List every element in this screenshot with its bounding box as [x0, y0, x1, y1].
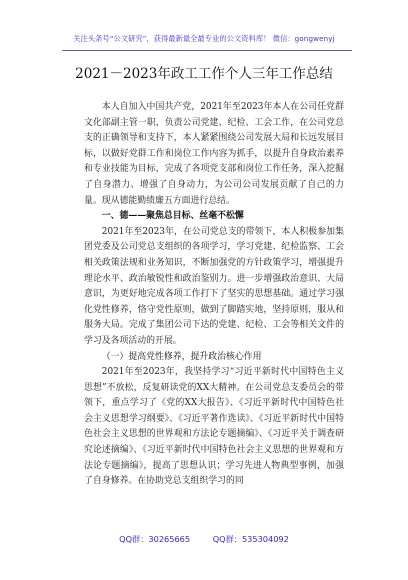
section-heading-1: 一、德——聚焦总目标、丝毫不松懈 [101, 211, 244, 222]
footer-qq-group-1: QQ群：30265665 [119, 534, 191, 544]
header-banner: 关注头条号“公文研究”，获得最新最全最专业的公文资料库！ 微信：gongwenyj [73, 34, 335, 43]
paragraph-intro: 本人自加入中国共产党，2021年至2023年本人在公司任党群文化部副主管一职，负责公司党建、纪检、工会工作，在公司党总支的正确领导和支持下，本人紧紧围绕公司发展大局和长远发展目标，以做好党群工作和岗位工作内容为抓手，以提升自身政治素养和专业技能为目标，完成了各项党支部和岗位工作任务，深入挖掘了自身潜力、增强了自身动力，为公司公司发展贡献了自己的力量。现从德能勤绩廉五方面进行总结。 [84, 102, 344, 206]
document-body [84, 100, 344, 490]
document-title: 2021－2023年政工工作个人三年工作总结 [75, 66, 333, 82]
footer-qq-group-2: QQ群：535304092 [212, 534, 289, 544]
header-divider [62, 50, 352, 51]
paragraph-section-1: 2021年至2023年，在公司党总支的带领下，本人积极参加集团党委及公司党总支组织的各项学习，学习党建、纪检监察、工会相关政策法规和业务知识，不断加强党的方针政策学习，增强提升理论水平、政治敏锐性和政治鉴别力。进一步增强政治意识、大局意识，为更好地完成各项工作打下了坚实的思想基础。通过学习强化党性修养，恪守党性原则，做到了脚踏实地，坚持原则，服从和服务大局。完成了集团公司下达的党建、纪检、工会等相关文件的学习及各项活动的开展。 [84, 226, 344, 346]
footer [0, 534, 408, 545]
paragraph-subsection-1: 2021年至2023年，我坚持学习“习近平新时代中国特色主义思想”不放松，反复研读党的XX大精神。在公司党总支委员会的带领下，重点学习了《党的XX大报告》、《习近平新时代中国特色社会主义思想学习纲要》、《习近平著作选读》、《习近平新时代中国特色社会主义思想的世界观和方法论专题摘编》、《习近平关于调查研究论述摘编》、《习近平新时代中国特色社会主义思想的世界观和方法论专题摘编》，提高了思想认识；学习先进人物典型事例，加强了自身修养。在协助党总支组织学习的同 [84, 367, 344, 487]
subsection-heading-1: （一）提高党性修养，提升政治核心作用 [101, 351, 262, 362]
